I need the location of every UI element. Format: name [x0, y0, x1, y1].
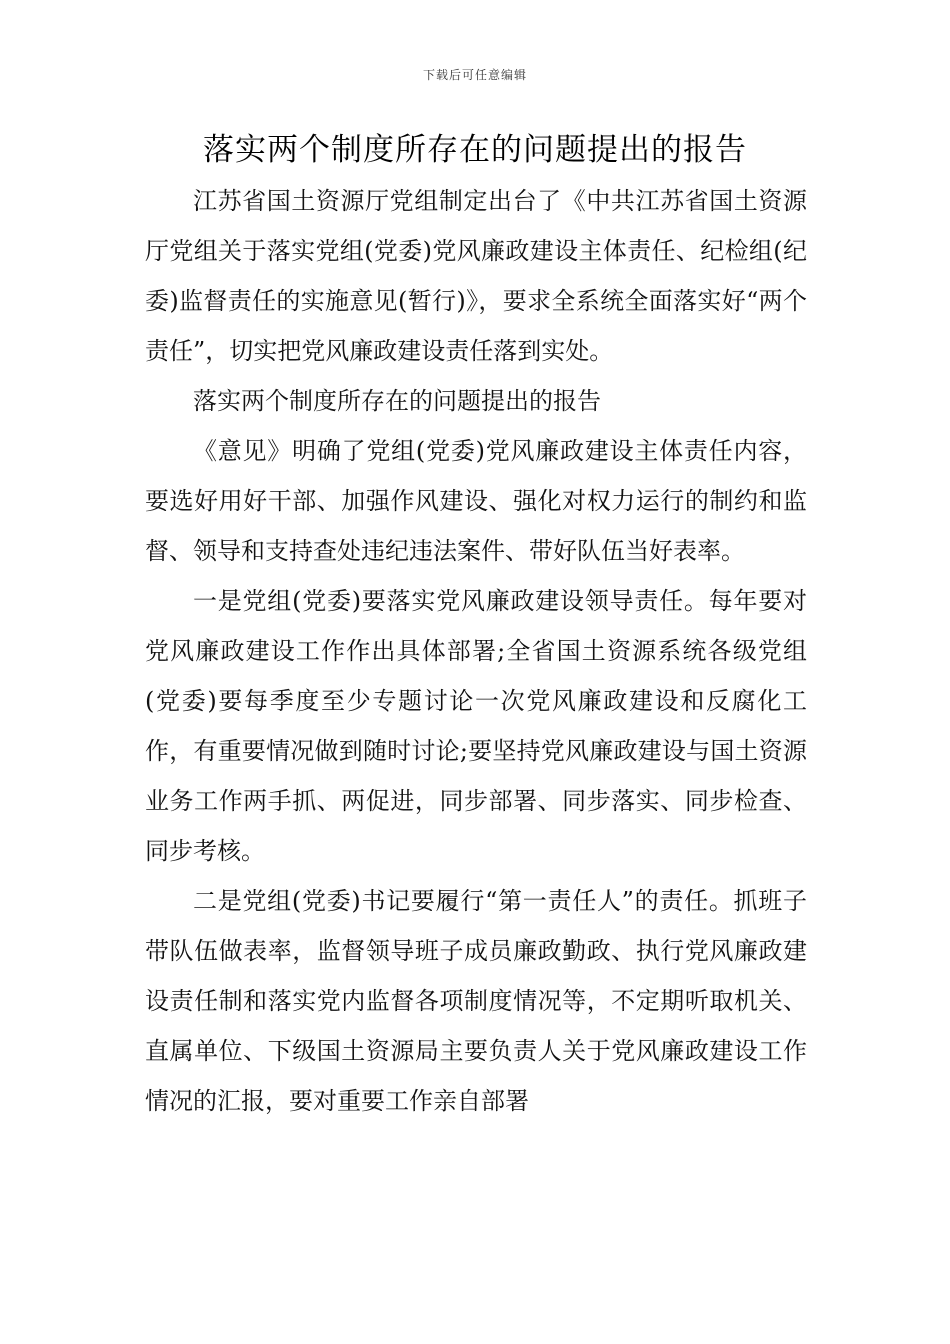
paragraph: 一是党组(党委)要落实党风廉政建设领导责任。每年要对党风廉政建设工作作出具体部署;全省国土资源系统各级党组(党委)要每季度至少专题讨论一次党风廉政建设和反腐化工作，有重要情况做到随时讨论;要坚持党风廉政建设与国土资源业务工作两手抓、两促进，同步部署、同步落实、同步检查、同步考核。	[145, 587, 807, 865]
document-body	[145, 176, 807, 1126]
document-title: 落实两个制度所存在的问题提出的报告	[203, 132, 747, 168]
paragraph: 落实两个制度所存在的问题提出的报告	[193, 387, 601, 415]
paragraph: 二是党组(党委)书记要履行“第一责任人”的责任。抓班子带队伍做表率，监督领导班子成员廉政勤政、执行党风廉政建设责任制和落实党内监督各项制度情况等，不定期听取机关、直属单位、下级国土资源局主要负责人关于党风廉政建设工作情况的汇报，要对重要工作亲自部署	[145, 887, 807, 1115]
paragraph: 《意见》明确了党组(党委)党风廉政建设主体责任内容，要选好用好干部、加强作风建设、强化对权力运行的制约和监督、领导和支持查处违纪违法案件、带好队伍当好表率。	[145, 437, 807, 565]
header-note: 下载后可任意编辑	[422, 68, 527, 82]
paragraph: 江苏省国土资源厅党组制定出台了《中共江苏省国土资源厅党组关于落实党组(党委)党风廉政建设主体责任、纪检组(纪委)监督责任的实施意见(暂行)》，要求全系统全面落实好“两个责任”，切实把党风廉政建设责任落到实处。	[145, 187, 807, 365]
